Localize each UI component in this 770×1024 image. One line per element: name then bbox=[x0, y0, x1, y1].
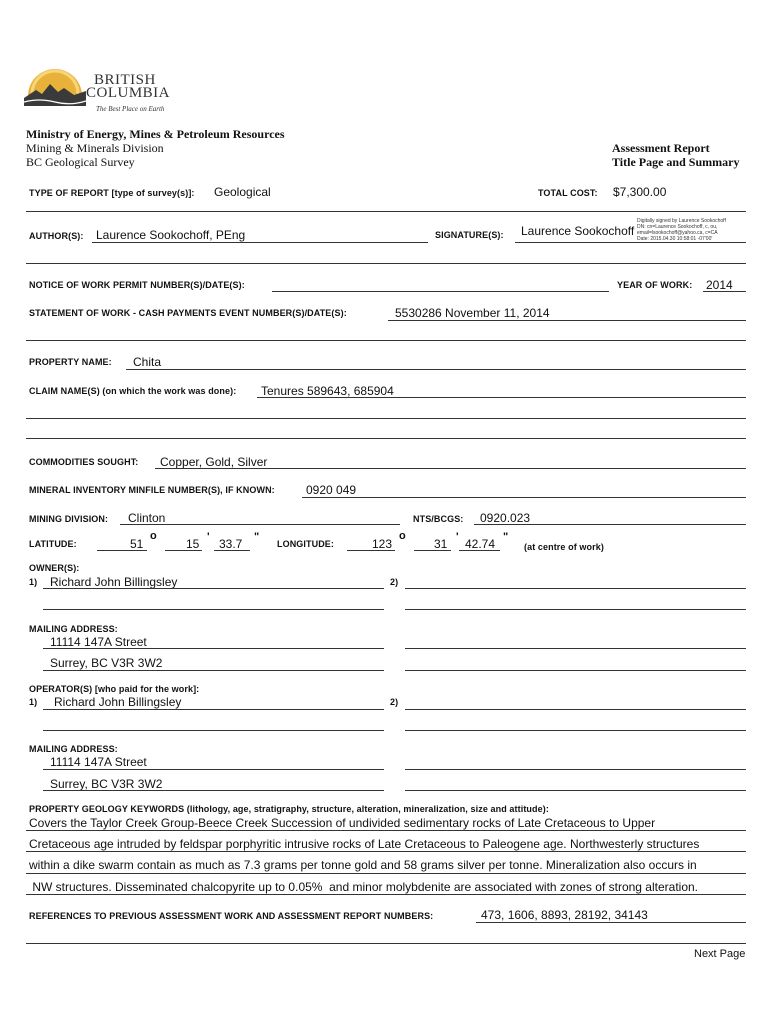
operator-address-underline bbox=[43, 769, 384, 770]
owner-2-number: 2) bbox=[390, 577, 399, 587]
report-title-1: Assessment Report bbox=[612, 141, 710, 155]
bc-logo bbox=[24, 64, 184, 118]
bc-sun-mountain-icon bbox=[24, 66, 86, 106]
operator-address-line-1[interactable]: 11114 147A Street bbox=[50, 755, 147, 769]
keywords-line[interactable]: Covers the Taylor Creek Group-Beece Creek Succession of undivided sedimentary rocks of Late Cretaceous to Upper bbox=[29, 816, 656, 830]
minfile-label: MINERAL INVENTORY MINFILE NUMBER(S), IF KNOWN: bbox=[29, 485, 275, 495]
lon-deg-underline bbox=[347, 550, 395, 551]
degree-symbol: o bbox=[399, 530, 406, 542]
operator-1-number: 1) bbox=[29, 697, 38, 707]
logo-line2: COLUMBIA bbox=[86, 85, 171, 101]
references-label: REFERENCES TO PREVIOUS ASSESSMENT WORK AND ASSESSMENT REPORT NUMBERS: bbox=[29, 911, 434, 921]
longitude-minutes[interactable]: 31 bbox=[434, 537, 448, 551]
year-underline bbox=[703, 291, 746, 292]
owner-2-address-underline bbox=[405, 648, 746, 649]
lat-min-underline bbox=[165, 550, 202, 551]
nts-value[interactable]: 0920.023 bbox=[480, 511, 531, 525]
statement-label: STATEMENT OF WORK - CASH PAYMENTS EVENT NUMBER(S)/DATE(S): bbox=[29, 308, 347, 318]
statement-value[interactable]: 5530286 November 11, 2014 bbox=[395, 306, 550, 320]
owners-label: OWNER(S): bbox=[29, 563, 80, 573]
property-label: PROPERTY NAME: bbox=[29, 357, 112, 367]
operator-1-value[interactable]: Richard John Billingsley bbox=[54, 695, 182, 709]
owner-line bbox=[43, 609, 384, 610]
blank-line bbox=[26, 943, 746, 944]
owner-address-underline bbox=[43, 648, 384, 649]
author-value[interactable]: Laurence Sookochoff, PEng bbox=[96, 228, 246, 242]
keywords-underline bbox=[26, 830, 746, 831]
second-symbol: " bbox=[254, 531, 260, 543]
ministry-title: Ministry of Energy, Mines & Petroleum Resources bbox=[26, 127, 285, 141]
longitude-seconds[interactable]: 42.74 bbox=[465, 537, 496, 551]
second-symbol: " bbox=[503, 531, 509, 543]
year-label: YEAR OF WORK: bbox=[617, 280, 693, 290]
geology-keywords-label: PROPERTY GEOLOGY KEYWORDS (lithology, age, stratigraphy, structure, alteration, mineralization, size and attitude): bbox=[29, 804, 549, 814]
owner-1-underline bbox=[43, 588, 384, 589]
sig-line-2: DN: cn=Laurence Sookochoff, c, ou, bbox=[637, 224, 718, 230]
keywords-line[interactable]: Cretaceous age intruded by feldspar porphyritic intrusive rocks of Late Cretaceous to Paleogene age. Northwesterly structures bbox=[29, 837, 700, 851]
operator-2-address-underline bbox=[405, 769, 746, 770]
total-cost-label: TOTAL COST: bbox=[538, 188, 598, 198]
owner-address-line-1[interactable]: 11114 147A Street bbox=[50, 635, 147, 649]
latitude-degrees[interactable]: 51 bbox=[130, 537, 144, 551]
lat-deg-underline bbox=[97, 550, 147, 551]
operator-line bbox=[43, 730, 384, 731]
blank-line bbox=[26, 340, 746, 341]
digital-signature-block bbox=[637, 218, 726, 242]
operator-2-underline bbox=[405, 709, 746, 710]
permit-underline bbox=[272, 291, 609, 292]
keywords-underline bbox=[26, 894, 746, 895]
latitude-label: LATITUDE: bbox=[29, 539, 77, 549]
mining-division-value[interactable]: Clinton bbox=[128, 511, 166, 525]
permit-label: NOTICE OF WORK PERMIT NUMBER(S)/DATE(S): bbox=[29, 280, 245, 290]
references-value[interactable]: 473, 1606, 8893, 28192, 34143 bbox=[481, 908, 648, 922]
author-label: AUTHOR(S): bbox=[29, 231, 84, 241]
keywords-underline bbox=[26, 873, 746, 874]
blank-line bbox=[26, 438, 746, 439]
operator-2-number: 2) bbox=[390, 697, 399, 707]
sig-line-1: Digitally signed by Laurence Sookochoff bbox=[637, 218, 726, 224]
commodities-label: COMMODITIES SOUGHT: bbox=[29, 457, 139, 467]
signature-label: SIGNATURE(S): bbox=[435, 230, 504, 240]
statement-underline bbox=[388, 320, 746, 321]
minfile-underline bbox=[302, 497, 746, 498]
sig-line-3: email=lsookochoff@yahoo.ca, c=CA bbox=[637, 230, 718, 236]
keywords-line[interactable]: NW structures. Disseminated chalcopyrite up to 0.05% and minor molybdenite are associated with zones of strong alteration. bbox=[29, 880, 698, 894]
property-value[interactable]: Chita bbox=[133, 355, 162, 369]
operator-address-underline bbox=[43, 790, 384, 791]
minute-symbol: ' bbox=[207, 531, 210, 543]
nts-label: NTS/BCGS: bbox=[413, 514, 464, 524]
owner-1-number: 1) bbox=[29, 577, 38, 587]
divider-line bbox=[26, 211, 746, 212]
operator-2-address-underline bbox=[405, 790, 746, 791]
property-underline bbox=[126, 369, 746, 370]
claims-value[interactable]: Tenures 589643, 685904 bbox=[261, 384, 394, 398]
lat-sec-underline bbox=[214, 550, 250, 551]
owner-1-value[interactable]: Richard John Billingsley bbox=[50, 575, 178, 589]
lon-min-underline bbox=[414, 550, 451, 551]
claims-label: CLAIM NAME(S) (on which the work was done): bbox=[29, 386, 237, 396]
references-underline bbox=[476, 922, 746, 923]
signature-underline bbox=[515, 242, 746, 243]
blank-line bbox=[26, 263, 746, 264]
keywords-underline bbox=[26, 851, 746, 852]
report-title-2: Title Page and Summary bbox=[612, 155, 740, 169]
claims-underline bbox=[257, 397, 746, 398]
minfile-value[interactable]: 0920 049 bbox=[306, 483, 357, 497]
year-value[interactable]: 2014 bbox=[706, 278, 733, 292]
owner-line bbox=[405, 609, 746, 610]
owner-address-line-2[interactable]: Surrey, BC V3R 3W2 bbox=[50, 656, 163, 670]
nts-underline bbox=[474, 524, 746, 525]
latitude-minutes[interactable]: 15 bbox=[186, 537, 200, 551]
division-name: Mining & Minerals Division bbox=[26, 141, 164, 155]
mining-division-underline bbox=[120, 524, 400, 525]
owner-address-underline bbox=[43, 670, 384, 671]
owner-2-underline bbox=[405, 588, 746, 589]
blank-line bbox=[26, 418, 746, 419]
operator-line bbox=[405, 730, 746, 731]
degree-symbol: o bbox=[150, 530, 157, 542]
latitude-seconds[interactable]: 33.7 bbox=[219, 537, 243, 551]
sig-line-4: Date: 2015.04.30 10:58:01 -07'00' bbox=[637, 236, 713, 242]
minute-symbol: ' bbox=[456, 531, 459, 543]
total-cost-value[interactable]: $7,300.00 bbox=[613, 185, 667, 199]
type-of-report-value[interactable]: Geological bbox=[214, 185, 271, 199]
owner-mailing-label: MAILING ADDRESS: bbox=[29, 624, 118, 634]
logo-tagline: The Best Place on Earth bbox=[96, 105, 165, 113]
logo-line1: BRITISH bbox=[94, 72, 156, 88]
operator-mailing-label: MAILING ADDRESS: bbox=[29, 744, 118, 754]
commodities-underline bbox=[155, 468, 746, 469]
operators-label: OPERATOR(S) [who paid for the work]: bbox=[29, 684, 200, 694]
centre-of-work-note: (at centre of work) bbox=[524, 542, 604, 552]
author-underline bbox=[92, 242, 428, 243]
lon-sec-underline bbox=[459, 550, 500, 551]
owner-2-address-underline bbox=[405, 670, 746, 671]
operator-address-line-2[interactable]: Surrey, BC V3R 3W2 bbox=[50, 777, 163, 791]
mining-division-label: MINING DIVISION: bbox=[29, 514, 109, 524]
commodities-value[interactable]: Copper, Gold, Silver bbox=[160, 455, 268, 469]
survey-name: BC Geological Survey bbox=[26, 155, 135, 169]
signature-value[interactable]: Laurence Sookochoff bbox=[521, 224, 635, 238]
keywords-line[interactable]: within a dike swarm contain as much as 7.3 grams per tonne gold and 58 grams silver per tonne. Mineralization also occurs in bbox=[29, 858, 697, 872]
operator-1-underline bbox=[43, 709, 384, 710]
longitude-degrees[interactable]: 123 bbox=[372, 537, 393, 551]
type-of-report-label: TYPE OF REPORT [type of survey(s)]: bbox=[29, 188, 195, 198]
longitude-label: LONGITUDE: bbox=[277, 539, 334, 549]
next-page-button[interactable]: Next Page bbox=[694, 948, 746, 960]
